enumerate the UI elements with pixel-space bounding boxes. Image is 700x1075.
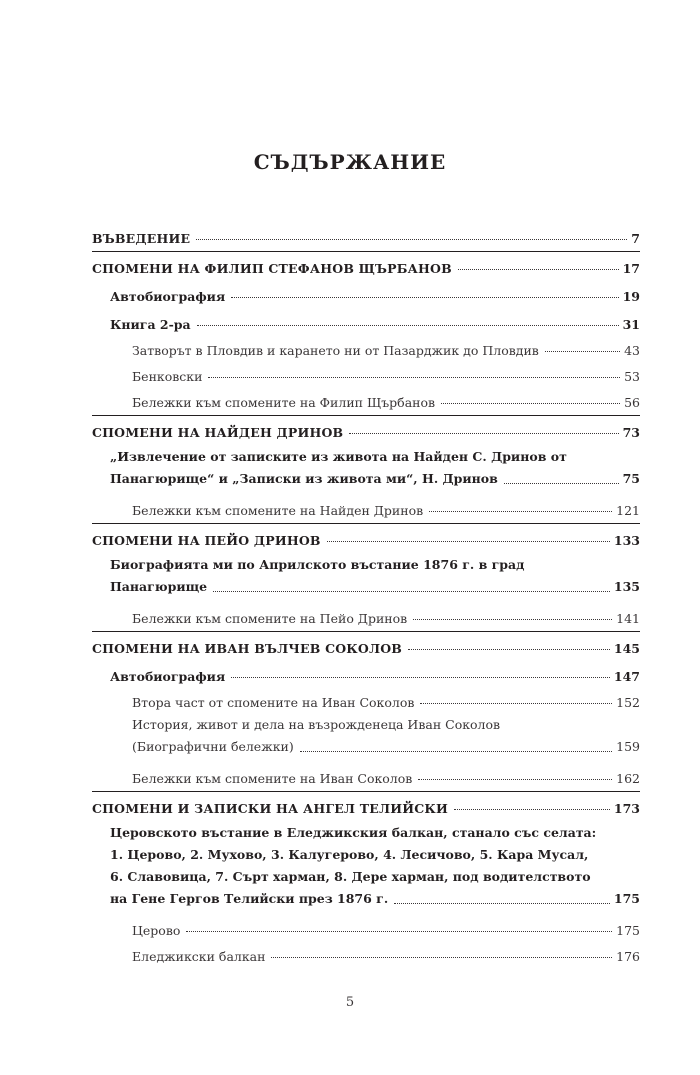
toc-entry-label: Книга 2-ра (110, 317, 191, 332)
toc-entry-book-2 (92, 304, 640, 332)
dot-leader (349, 433, 618, 434)
toc-entry-page: 135 (613, 579, 640, 594)
toc-entry-page: 147 (613, 669, 640, 684)
toc-entry-label: на Гене Гергов Телийски през 1876 г. (110, 891, 389, 906)
toc-entry-page: 152 (616, 695, 640, 710)
toc-entry-label: Церово (132, 923, 181, 938)
toc-entry-benkovski (92, 358, 640, 384)
dot-leader (418, 779, 612, 780)
toc-entry-extract-nayden (92, 446, 640, 490)
toc-entry-notes-peyo (92, 598, 640, 626)
toc-entry-second-part-sokolov (92, 684, 640, 710)
toc-entry-label: СПОМЕНИ И ЗАПИСКИ НА АНГЕЛ ТЕЛИЙСКИ (92, 801, 448, 816)
toc-entry-history-sokolov (92, 714, 640, 758)
dot-leader (271, 957, 612, 958)
toc-entry-page: 159 (616, 739, 640, 754)
toc-entry-page: 73 (622, 425, 640, 440)
toc-entry-label: Бележки към спомените на Найден Дринов (132, 503, 424, 518)
toc-entry-label-line: 6. Славовица, 7. Сърт харман, 8. Дере харман, под водителството (110, 869, 591, 884)
toc-entry-plovdiv-prison (92, 332, 640, 358)
toc-entry-page: 175 (616, 923, 640, 938)
toc-entry-label: СПОМЕНИ НА НАЙДЕН ДРИНОВ (92, 425, 344, 440)
toc-entry-label: Еледжикски балкан (132, 949, 266, 964)
toc-entry-page: 19 (622, 289, 640, 304)
dot-leader (545, 351, 620, 352)
dot-leader (231, 677, 610, 678)
dot-leader (420, 703, 612, 704)
dot-leader (413, 619, 612, 620)
toc-entry-tserovo-uprising (92, 822, 640, 910)
toc-entry-notes-nayden (92, 490, 640, 518)
toc-entry-page: 176 (616, 949, 640, 964)
toc-entry-section-nayden-drinov (92, 416, 640, 440)
dot-leader (208, 377, 620, 378)
table-of-contents (92, 222, 640, 964)
dot-leader (454, 809, 610, 810)
toc-entry-label: Автобиография (110, 669, 226, 684)
toc-entry-eledzhik-balkan (92, 938, 640, 964)
toc-entry-label-line: История, живот и дела на възрожденеца Иван Соколов (132, 717, 501, 732)
toc-entry-page: 145 (613, 641, 640, 656)
toc-entry-label: Бележки към спомените на Иван Соколов (132, 771, 413, 786)
toc-entry-label: Бенковски (132, 369, 203, 384)
toc-entry-label-line: Биографията ми по Априлското въстание 1876 г. в град (110, 557, 525, 572)
toc-entry-label: ВЪВЕДЕНИЕ (92, 231, 191, 246)
toc-entry-label-line: „Извлечение от записките из живота на Найден С. Дринов от (110, 449, 567, 464)
toc-entry-page: 121 (616, 503, 640, 518)
toc-entry-page: 17 (622, 261, 640, 276)
dot-leader (186, 931, 612, 932)
dot-leader (394, 903, 610, 904)
toc-entry-section-teliyski (92, 792, 640, 816)
toc-entry-autobiography-sokolov (92, 656, 640, 684)
toc-entry-label: Затворът в Пловдив и карането ни от Пазарджик до Пловдив (132, 343, 539, 358)
toc-entry-label: Панагюрище“ и „Записки из живота ми“, Н. Дринов (110, 471, 498, 486)
dot-leader (458, 269, 619, 270)
toc-entry-label: (Биографични бележки) (132, 739, 294, 754)
toc-entry-tserovo (92, 910, 640, 938)
toc-entry-page: 141 (616, 611, 640, 626)
dot-leader (504, 483, 619, 484)
toc-entry-autobiography (92, 276, 640, 304)
page-title: СЪДЪРЖАНИЕ (253, 150, 447, 174)
toc-entry-introduction (92, 222, 640, 246)
toc-entry-section-peyo-drinov (92, 524, 640, 548)
toc-entry-label: СПОМЕНИ НА ИВАН ВЪЛЧЕВ СОКОЛОВ (92, 641, 403, 656)
toc-entry-page: 43 (624, 343, 640, 358)
toc-entry-label-line: 1. Церово, 2. Мухово, 3. Калугерово, 4. Лесичово, 5. Кара Мусал, (110, 847, 589, 862)
toc-entry-label: Бележки към спомените на Филип Щърбанов (132, 395, 436, 410)
dot-leader (197, 325, 619, 326)
dot-leader (213, 591, 610, 592)
toc-entry-label: Автобиография (110, 289, 226, 304)
toc-entry-section-sokolov (92, 632, 640, 656)
toc-entry-section-shtarbanov (92, 252, 640, 276)
toc-entry-label: СПОМЕНИ НА ФИЛИП СТЕФАНОВ ЩЪРБАНОВ (92, 261, 452, 276)
page-number: 5 (345, 995, 355, 1010)
toc-entry-label: Втора част от спомените на Иван Соколов (132, 695, 415, 710)
dot-leader (327, 541, 610, 542)
toc-entry-page: 133 (613, 533, 640, 548)
dot-leader (196, 239, 627, 240)
toc-entry-biography-peyo (92, 554, 640, 598)
toc-entry-page: 162 (616, 771, 640, 786)
toc-entry-page: 7 (631, 231, 640, 246)
toc-entry-page: 56 (624, 395, 640, 410)
toc-entry-notes-shtarbanov (92, 384, 640, 410)
toc-entry-page: 175 (613, 891, 640, 906)
dot-leader (231, 297, 618, 298)
toc-entry-page: 53 (624, 369, 640, 384)
toc-entry-label: СПОМЕНИ НА ПЕЙО ДРИНОВ (92, 533, 321, 548)
toc-entry-notes-sokolov (92, 758, 640, 786)
toc-entry-label: Бележки към спомените на Пейо Дринов (132, 611, 408, 626)
dot-leader (429, 511, 612, 512)
dot-leader (300, 751, 612, 752)
toc-entry-label: Панагюрище (110, 579, 208, 594)
dot-leader (408, 649, 610, 650)
toc-entry-label-line: Церовското въстание в Еледжикския балкан, станало със селата: (110, 825, 597, 840)
toc-entry-page: 75 (622, 471, 640, 486)
dot-leader (441, 403, 620, 404)
toc-entry-page: 31 (622, 317, 640, 332)
toc-entry-page: 173 (613, 801, 640, 816)
